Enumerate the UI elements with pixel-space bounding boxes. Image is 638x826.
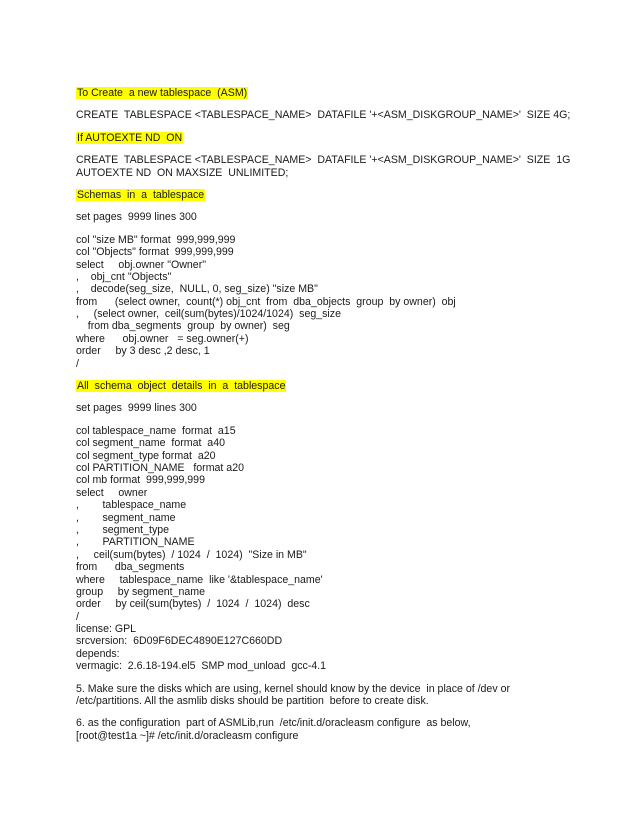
paragraph-gap bbox=[76, 673, 596, 683]
text-line: / bbox=[76, 357, 79, 370]
paragraph-gap bbox=[76, 415, 596, 425]
text-line: 6. as the configuration part of ASMLib,run /etc/init.d/oracleasm configure as below, bbox=[76, 717, 471, 730]
section-heading bbox=[76, 87, 596, 99]
text-line: where tablespace_name like '&tablespace_name' bbox=[76, 573, 323, 586]
text-paragraph bbox=[76, 402, 596, 414]
paragraph-gap bbox=[76, 179, 596, 189]
text-line: from dba_segments group by owner) seg bbox=[76, 320, 290, 333]
text-line: where obj.owner = seg.owner(+) bbox=[76, 332, 249, 345]
section-heading bbox=[76, 132, 596, 144]
text-line: vermagic: 2.6.18-194.el5 SMP mod_unload gcc-4.1 bbox=[76, 660, 327, 673]
text-line: from (select owner, count(*) obj_cnt from dba_objects group by owner) obj bbox=[76, 295, 456, 308]
text-line: , segment_name bbox=[76, 511, 176, 524]
text-paragraph bbox=[76, 211, 596, 223]
text-line: , decode(seg_size, NULL, 0, seg_size) "size MB" bbox=[76, 283, 318, 296]
text-paragraph bbox=[76, 425, 596, 673]
text-line: col "Objects" format 999,999,999 bbox=[76, 246, 234, 259]
text-line: set pages 9999 lines 300 bbox=[76, 211, 197, 224]
text-paragraph bbox=[76, 683, 596, 708]
text-line: , PARTITION_NAME bbox=[76, 536, 195, 549]
text-line: , segment_type bbox=[76, 523, 170, 536]
text-line: col tablespace_name format a15 bbox=[76, 424, 236, 437]
paragraph-gap bbox=[76, 224, 596, 234]
paragraph-gap bbox=[76, 370, 596, 380]
text-line: group by segment_name bbox=[76, 585, 205, 598]
text-paragraph bbox=[76, 109, 596, 121]
text-line: col segment_name format a40 bbox=[76, 437, 225, 450]
document-page bbox=[76, 87, 596, 742]
paragraph-gap bbox=[76, 99, 596, 109]
highlighted-heading-text: To Create a new tablespace (ASM) bbox=[77, 87, 248, 99]
text-line: / bbox=[76, 610, 79, 623]
text-line: set pages 9999 lines 300 bbox=[76, 402, 197, 415]
text-line: select owner bbox=[76, 486, 148, 499]
text-paragraph bbox=[76, 717, 596, 742]
text-line: , obj_cnt "Objects" bbox=[76, 270, 172, 283]
text-line: col mb format 999,999,999 bbox=[76, 474, 205, 487]
text-line: 5. Make sure the disks which are using, kernel should know by the device in place of /dev or bbox=[76, 682, 510, 695]
text-line: srcversion: 6D09F6DEC4890E127C660DD bbox=[76, 635, 283, 648]
text-line: CREATE TABLESPACE <TABLESPACE_NAME> DATAFILE '+<ASM_DISKGROUP_NAME>' SIZE 4G; bbox=[76, 109, 571, 122]
text-line: col PARTITION_NAME format a20 bbox=[76, 461, 244, 474]
section-heading bbox=[76, 189, 596, 201]
paragraph-gap bbox=[76, 144, 596, 154]
text-line: AUTOEXTE ND ON MAXSIZE UNLIMITED; bbox=[76, 166, 289, 179]
text-line: /etc/partitions. All the asmlib disks should be partition before to create disk. bbox=[76, 695, 429, 708]
section-heading bbox=[76, 380, 596, 392]
paragraph-gap bbox=[76, 707, 596, 717]
paragraph-gap bbox=[76, 122, 596, 132]
text-line: , ceil(sum(bytes) / 1024 / 1024) "Size in MB" bbox=[76, 548, 307, 561]
text-paragraph bbox=[76, 154, 596, 179]
text-line: order by 3 desc ,2 desc, 1 bbox=[76, 345, 210, 358]
highlighted-heading-text: If AUTOEXTE ND ON bbox=[77, 131, 183, 144]
highlighted-heading-text: All schema object details in a tablespace bbox=[77, 380, 286, 393]
text-line: , tablespace_name bbox=[76, 499, 187, 512]
highlighted-heading-text: Schemas in a tablespace bbox=[77, 188, 205, 201]
paragraph-gap bbox=[76, 201, 596, 211]
text-line: from dba_segments bbox=[76, 561, 185, 574]
paragraph-gap bbox=[76, 392, 596, 402]
text-paragraph bbox=[76, 234, 596, 370]
text-line: CREATE TABLESPACE <TABLESPACE_NAME> DATAFILE '+<ASM_DISKGROUP_NAME>' SIZE 1G bbox=[76, 154, 571, 167]
text-line: license: GPL bbox=[76, 623, 137, 636]
text-line: select obj.owner "Owner" bbox=[76, 258, 206, 271]
text-line: col segment_type format a20 bbox=[76, 449, 216, 462]
text-line: col "size MB" format 999,999,999 bbox=[76, 233, 236, 246]
text-line: , (select owner, ceil(sum(bytes)/1024/1024) seg_size bbox=[76, 308, 341, 321]
text-line: [root@test1a ~]# /etc/init.d/oracleasm configure bbox=[76, 729, 299, 742]
text-line: order by ceil(sum(bytes) / 1024 / 1024) desc bbox=[76, 598, 310, 611]
text-line: depends: bbox=[76, 647, 120, 660]
